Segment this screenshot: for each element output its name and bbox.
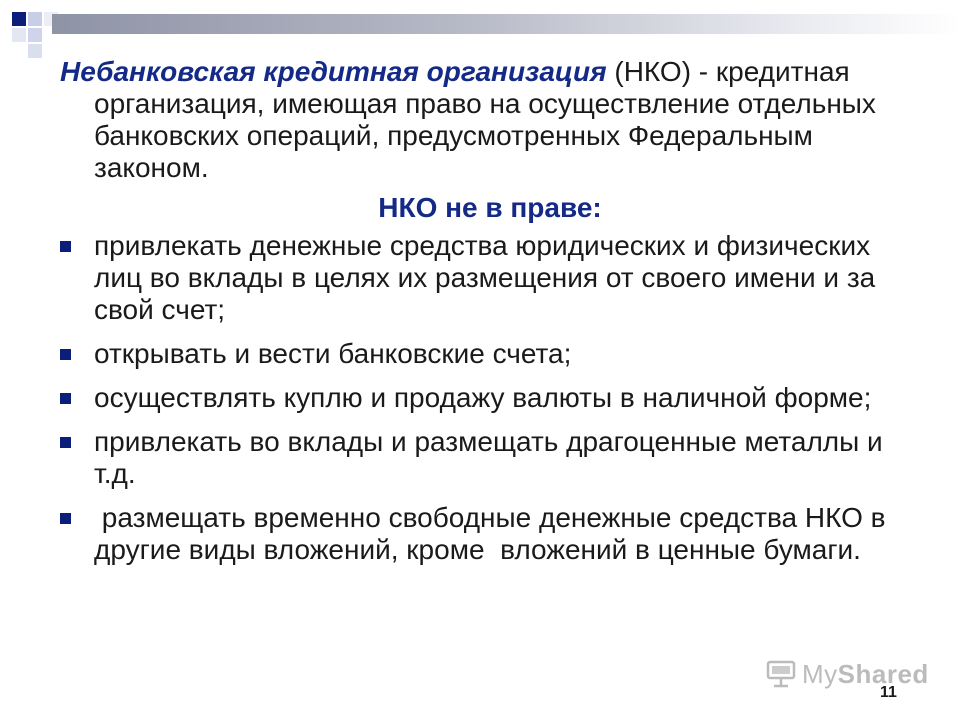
decor-square (28, 28, 42, 42)
watermark-text (802, 659, 929, 690)
list-item-text: осуществлять куплю и продажу валюты в наличной форме; (94, 382, 872, 413)
list-item (60, 502, 920, 566)
list-item-text: привлекать денежные средства юридических и физических лиц во вклады в целях их размещения от своего имени и за свой счет; (94, 230, 876, 325)
square-bullet-icon (60, 513, 71, 524)
list-item (60, 338, 920, 370)
square-bullet-icon (60, 241, 71, 252)
definition-paragraph (60, 56, 920, 184)
list-item (60, 382, 920, 414)
decor-square (12, 12, 26, 26)
definition-term: Небанковская кредитная организация (60, 56, 607, 87)
subheading: НКО не в праве: (378, 192, 602, 223)
list-item (60, 230, 920, 326)
list-item-text: привлекать во вклады и размещать драгоценные металлы и т.д. (94, 426, 883, 489)
page-number: 11 (880, 684, 897, 701)
square-bullet-icon (60, 349, 71, 360)
list-item-text: открывать и вести банковские счета; (94, 338, 572, 369)
header-gradient-bar (52, 14, 960, 34)
decor-square (12, 28, 26, 42)
restrictions-list (60, 230, 920, 566)
watermark-logo (766, 654, 929, 694)
slide-content (60, 56, 920, 578)
decor-square (28, 12, 42, 26)
watermark-prefix: My (802, 658, 838, 689)
decor-square (28, 44, 42, 58)
header-decoration (0, 0, 960, 60)
definition-text: (НКО) - кредитная организация, имеющая право на осуществление отдельных банковских операций, предусмотренных Федеральным законом. (94, 56, 876, 183)
list-item-text: размещать временно свободные денежные средства НКО в другие виды вложений, кроме вложений в ценные бумаги. (94, 502, 894, 565)
watermark-brand: Shared (837, 658, 929, 689)
presentation-icon (766, 660, 796, 688)
square-bullet-icon (60, 437, 71, 448)
list-item (60, 426, 920, 490)
square-bullet-icon (60, 393, 71, 404)
